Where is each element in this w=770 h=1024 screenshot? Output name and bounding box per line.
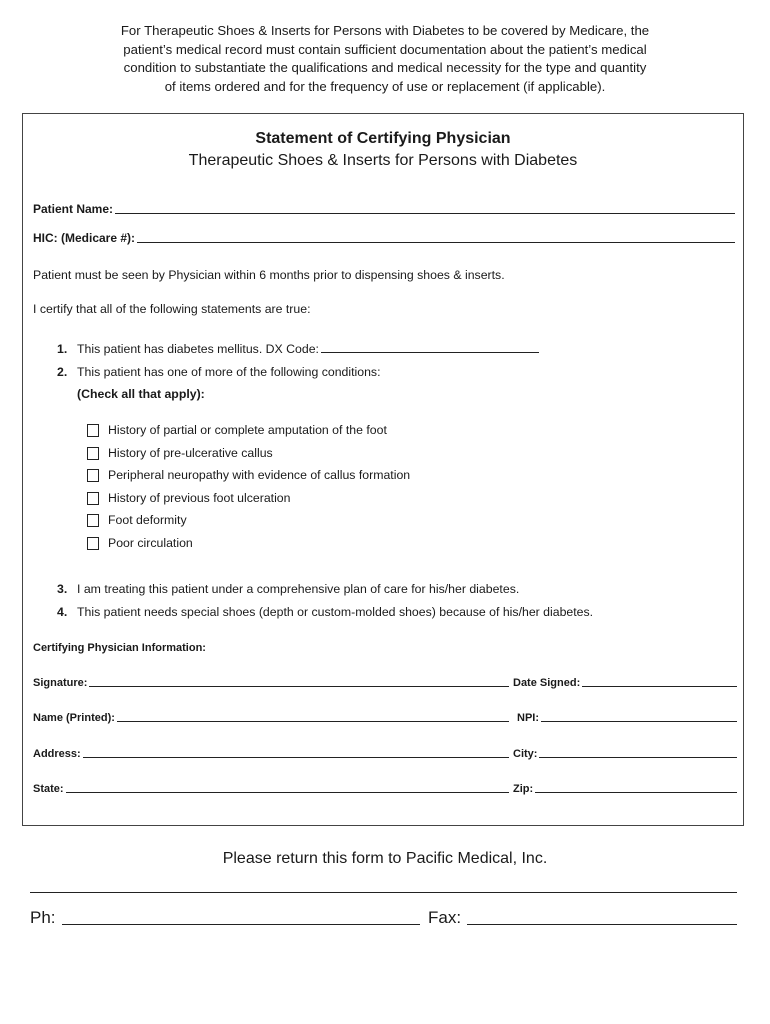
statement-text: This patient has one of more of the following conditions:	[77, 365, 381, 379]
return-instruction: Please return this form to Pacific Medical, Inc.	[222, 850, 548, 867]
patient-name-label: Patient Name:	[33, 202, 114, 216]
return-address-field[interactable]	[30, 892, 737, 893]
date-signed-label: Date Signed:	[513, 677, 581, 689]
form-title: Statement of Certifying Physician	[255, 130, 511, 147]
address-row	[33, 748, 737, 760]
condition-option[interactable]	[87, 536, 193, 550]
state-label: State:	[33, 783, 64, 795]
statement-number: 1.	[57, 342, 68, 356]
patient-name-field[interactable]	[115, 212, 735, 214]
fax-field[interactable]	[467, 923, 737, 925]
certify-statement: I certify that all of the following statements are true:	[33, 302, 311, 316]
address-label: Address:	[33, 748, 81, 760]
condition-label: Poor circulation	[108, 536, 193, 550]
signature-label: Signature:	[33, 677, 88, 689]
statement-text: This patient needs special shoes (depth or custom-molded shoes) because of his/her diabetes.	[77, 605, 594, 619]
address-field[interactable]	[83, 756, 509, 758]
phone-field[interactable]	[62, 923, 420, 925]
statement-3	[57, 582, 519, 596]
condition-option[interactable]	[87, 468, 410, 482]
condition-option[interactable]	[87, 513, 187, 527]
signature-field[interactable]	[89, 685, 509, 687]
condition-label: Foot deformity	[108, 513, 187, 527]
condition-option[interactable]	[87, 446, 273, 460]
patient-name-row	[33, 202, 735, 216]
signature-row	[33, 677, 737, 689]
date-signed-field[interactable]	[582, 685, 737, 687]
checkbox[interactable]	[87, 447, 99, 460]
state-row	[33, 783, 737, 795]
name-printed-label: Name (Printed):	[33, 712, 115, 724]
name-printed-field[interactable]	[117, 720, 509, 722]
statement-number: 3.	[57, 582, 68, 596]
intro-line: condition to substantiate the qualifications and medical necessity for the type and quantity	[123, 60, 647, 75]
statement-text: I am treating this patient under a comprehensive plan of care for his/her diabetes.	[77, 582, 520, 596]
condition-label: History of partial or complete amputation of the foot	[108, 423, 387, 437]
checkbox[interactable]	[87, 537, 99, 550]
dx-code-field[interactable]	[321, 351, 539, 353]
intro-line: For Therapeutic Shoes & Inserts for Persons with Diabetes to be covered by Medicare, the	[120, 23, 650, 38]
condition-label: History of previous foot ulceration	[108, 491, 291, 505]
intro-line: patient’s medical record must contain sufficient documentation about the patient’s medical	[123, 41, 647, 57]
intro-line: of items ordered and for the frequency of use or replacement (if applicable).	[164, 78, 606, 94]
npi-field[interactable]	[541, 720, 737, 722]
condition-option[interactable]	[87, 423, 387, 437]
check-all-instruction: (Check all that apply):	[77, 387, 205, 401]
checkbox[interactable]	[87, 469, 99, 482]
zip-field[interactable]	[535, 791, 737, 793]
statement-4	[57, 605, 593, 619]
checkbox[interactable]	[87, 492, 99, 505]
state-field[interactable]	[66, 791, 509, 793]
zip-label: Zip:	[513, 783, 534, 795]
phone-fax-row	[30, 908, 737, 928]
statement-1	[57, 342, 539, 356]
hic-field[interactable]	[137, 241, 735, 243]
name-row	[33, 712, 737, 724]
phone-label: Ph:	[30, 908, 56, 927]
npi-label: NPI:	[517, 712, 539, 724]
condition-option[interactable]	[87, 491, 291, 505]
checkbox[interactable]	[87, 424, 99, 437]
statement-number: 2.	[57, 365, 68, 379]
city-field[interactable]	[539, 756, 737, 758]
hic-label: HIC: (Medicare #):	[33, 231, 136, 245]
statement-text: This patient has diabetes mellitus. DX Code:	[77, 342, 319, 356]
intro-text	[70, 22, 700, 96]
fax-label: Fax:	[428, 908, 462, 927]
statement-number: 4.	[57, 605, 68, 619]
city-label: City:	[513, 748, 538, 760]
certification-form	[22, 113, 744, 826]
seen-notice: Patient must be seen by Physician within 6 months prior to dispensing shoes & inserts.	[33, 268, 505, 282]
checkbox[interactable]	[87, 514, 99, 527]
condition-label: Peripheral neuropathy with evidence of callus formation	[108, 468, 411, 482]
condition-label: History of pre-ulcerative callus	[108, 446, 273, 460]
form-subtitle: Therapeutic Shoes & Inserts for Persons with Diabetes	[188, 152, 578, 169]
statement-2	[57, 365, 381, 379]
physician-info-heading: Certifying Physician Information:	[33, 642, 206, 654]
hic-row	[33, 231, 735, 245]
